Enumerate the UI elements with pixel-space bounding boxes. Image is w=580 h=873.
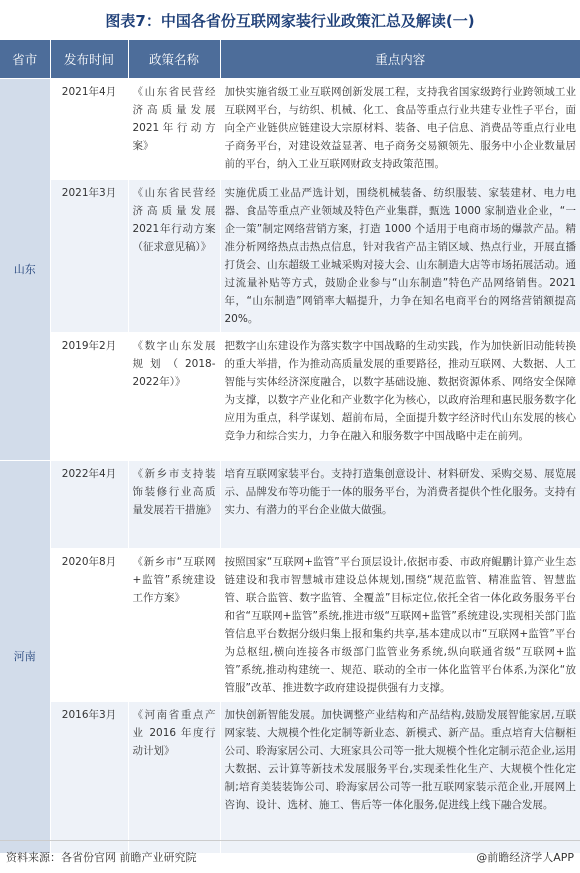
content-cell: 加快实施省级工业互联网创新发展工程，支持我省国家级跨行业跨领域工业互联网平台，与纺织、机械、化工、食品等重点行业共建专业性子平台，面向全产业链供应链建设大宗原材料、装备、电子信息、消费品等重点行业电子商务平台，对建设效益显著、电子商务交易额领先、服务中小企业数量居前的平台，纳入工业互联网财政支持政策范围。 bbox=[220, 79, 580, 180]
policy-name-cell: 《新乡市支持装饰装修行业高质量发展若干措施》 bbox=[128, 461, 220, 549]
header-key-content: 重点内容 bbox=[220, 40, 580, 79]
content-cell: 加快创新智能发展。加快调整产业结构和产品结构,鼓励发展智能家居,互联网家装、大规模个性化定制等新业态、新模式、新产品。重点培育大信橱柜公司、聆海家居公司、大班家具公司等一批大规模个性化定制示范企业,运用大数据、云计算等新技术发展服务平台,实现柔性化生产、大规模个性化定制;培育美装装饰公司、聆海家居公司等一批互联网家装示范企业,开展网上咨询、设计、选材、施工、售后等一体化服务,促进线上线下融合发展。 bbox=[220, 702, 580, 854]
chart-title: 图表7：中国各省份互联网家装行业政策汇总及解读(一) bbox=[105, 11, 475, 30]
date-cell: 2021年4月 bbox=[50, 79, 128, 180]
table-row bbox=[0, 79, 580, 180]
content-cell: 按照国家“互联网+监管”平台顶层设计,依据市委、市政府鲲鹏计算产业生态链建设和我市智慧城市建设总体规划,围绕“规范监管、精准监管、智慧监管、联合监管、数字监管、全覆盖”目标定位,依托全省一体化政务服务平台和省“互联网+监管”系统,推进市级“互联网+监管”系统建设,实现相关部门监管信息平台数据分级归集上报和集约共享,基本建成以市“互联网+监管”平台为总枢纽,横向连接各市级部门监管业务系统,纵向联通省级“互联网+监管”系统,推动构建统一、规范、联动的全市一体化监管平台体系,为深化“放管服”改革、推进数字政府建设提供强有力支撑。 bbox=[220, 549, 580, 702]
policy-name-cell: 《新乡市“互联网+监管”系统建设工作方案》 bbox=[128, 549, 220, 702]
date-cell: 2016年3月 bbox=[50, 702, 128, 854]
policy-name-cell: 《河南省重点产业 2016 年度行动计划》 bbox=[128, 702, 220, 854]
header-province: 省市 bbox=[0, 40, 50, 79]
province-cell-henan: 河南 bbox=[0, 461, 50, 854]
brand-label: @前瞻经济学人APP bbox=[476, 851, 574, 864]
table-row bbox=[0, 461, 580, 549]
footer bbox=[0, 840, 580, 873]
table-row bbox=[0, 549, 580, 702]
date-cell: 2022年4月 bbox=[50, 461, 128, 549]
policy-name-cell: 《山东省民营经济高质量发展2021年行动方案（征求意见稿）》 bbox=[128, 180, 220, 333]
content-cell: 培育互联网家装平台。支持打造集创意设计、材料研发、采购交易、展览展示、品牌发布等功能于一体的服务平台，为消费者提供个性化服务。支持有实力、有潜力的平台企业做大做强。 bbox=[220, 461, 580, 549]
date-cell: 2021年3月 bbox=[50, 180, 128, 333]
date-cell: 2019年2月 bbox=[50, 333, 128, 461]
table-row bbox=[0, 180, 580, 333]
table-header-row bbox=[0, 40, 580, 79]
table-row bbox=[0, 333, 580, 461]
content-cell: 实施优质工业品严选计划，围绕机械装备、纺织服装、家装建材、电力电器、食品等重点产业领域及特色产业集群，甄选 1000 家制造业企业，“一企一策”制定网络营销方案，打造 1000 个适用于电商市场的爆款产品。精准分析网络热点击热点信息，针对我省产品主销区域、热点行业，开展直播打货会、山东超级工业城采购对接大会、山东制造大店等市场拓展活动。通过流量补贴等方式，鼓励企业参与“山东制造”特色产品网络销售。2021 年，“山东制造”网销率大幅提升，力争在知名电商平台的网络营销额提高 20%。 bbox=[220, 180, 580, 333]
header-date: 发布时间 bbox=[50, 40, 128, 79]
content-cell: 把数字山东建设作为落实数字中国战略的生动实践，作为加快新旧动能转换的重大举措，作为推动高质量发展的重要路径，推动互联网、大数据、人工智能与实体经济深度融合，以数字基础设施、数据资源体系、网络安全保障为支撑，以数字产业化和产业数字化为核心，以政府治理和惠民服务数字化应用为重点，科学谋划、超前布局，全面提升数字经济时代山东发展的核心竞争力和综合实力，力争在融入和服务数字中国战略中走在前列。 bbox=[220, 333, 580, 461]
province-cell-shandong: 山东 bbox=[0, 79, 50, 461]
table-row bbox=[0, 702, 580, 854]
policy-table bbox=[0, 40, 580, 854]
header-policy-name: 政策名称 bbox=[128, 40, 220, 79]
policy-name-cell: 《山东省民营经济高质量发展2021年行动方案》 bbox=[128, 79, 220, 180]
source-note: 资料来源：各省份官网 前瞻产业研究院 bbox=[6, 851, 197, 864]
policy-name-cell: 《数字山东发展规划（2018-2022年）》 bbox=[128, 333, 220, 461]
date-cell: 2020年8月 bbox=[50, 549, 128, 702]
